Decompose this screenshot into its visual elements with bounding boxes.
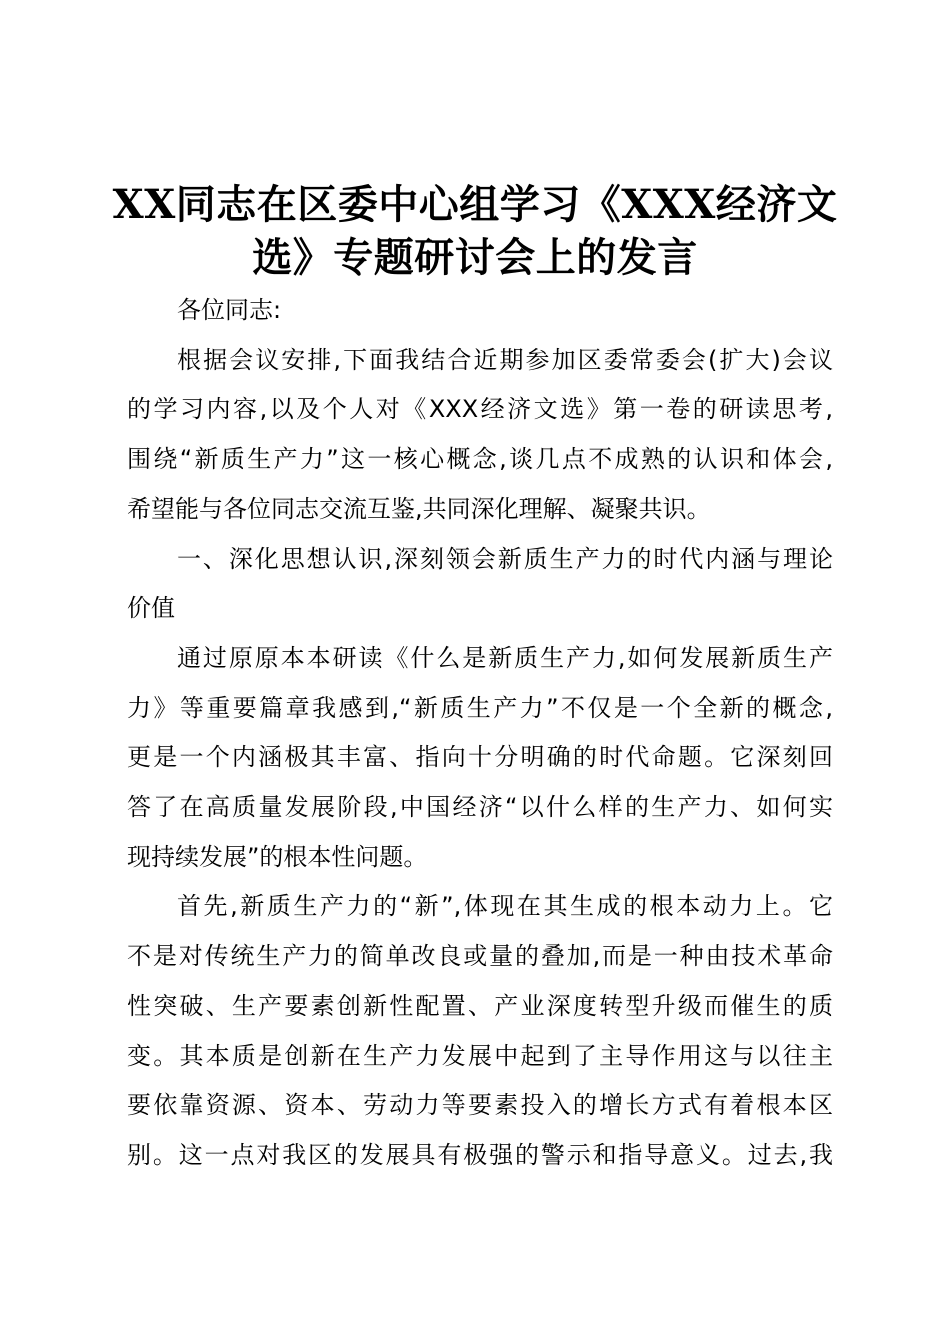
text-line: 不是对传统生产力的简单改良或量的叠加,而是一种由技术革命 xyxy=(127,942,833,971)
text-line: 首先,新质生产力的“新”,体现在其生成的根本动力上。它 xyxy=(177,892,833,921)
title-line-1: XX同志在区委中心组学习《XXX经济文 xyxy=(112,181,838,228)
text-line: 别。这一点对我区的发展具有极强的警示和指导意义。过去,我 xyxy=(127,1140,833,1169)
text-line: 要依靠资源、资本、劳动力等要素投入的增长方式有着根本区 xyxy=(127,1091,833,1120)
text-line: 价值 xyxy=(127,594,175,623)
paragraph-intro xyxy=(127,336,833,535)
text-line: 根据会议安排,下面我结合近期参加区委常委会(扩大)会议 xyxy=(177,345,833,374)
document-title xyxy=(100,178,850,284)
paragraph-first-point xyxy=(127,882,833,1180)
text-line: 的学习内容,以及个人对《XXX经济文选》第一卷的研读思考, xyxy=(127,395,833,424)
section-heading-1 xyxy=(127,535,833,634)
text-line: 围绕“新质生产力”这一核心概念,谈几点不成熟的认识和体会, xyxy=(127,445,833,474)
text-line: 通过原原本本研读《什么是新质生产力,如何发展新质生产 xyxy=(177,643,833,672)
text-line: 力》等重要篇章我感到,“新质生产力”不仅是一个全新的概念, xyxy=(127,693,833,722)
title-line-2: 选》专题研讨会上的发言 xyxy=(252,234,698,281)
text-line: 各位同志: xyxy=(177,296,282,324)
salutation xyxy=(127,286,833,336)
paragraph-study xyxy=(127,634,833,883)
text-line: 变。其本质是创新在生产力发展中起到了主导作用这与以往主 xyxy=(127,1041,833,1070)
text-line: 答了在高质量发展阶段,中国经济“以什么样的生产力、如何实 xyxy=(127,793,833,822)
document-body xyxy=(127,286,833,1181)
text-line: 一、深化思想认识,深刻领会新质生产力的时代内涵与理论 xyxy=(177,544,833,573)
text-line: 现持续发展”的根本性问题。 xyxy=(127,842,428,871)
text-line: 希望能与各位同志交流互鉴,共同深化理解、凝聚共识。 xyxy=(127,494,711,523)
text-line: 更是一个内涵极其丰富、指向十分明确的时代命题。它深刻回 xyxy=(127,743,833,772)
text-line: 性突破、生产要素创新性配置、产业深度转型升级而催生的质 xyxy=(127,991,833,1020)
